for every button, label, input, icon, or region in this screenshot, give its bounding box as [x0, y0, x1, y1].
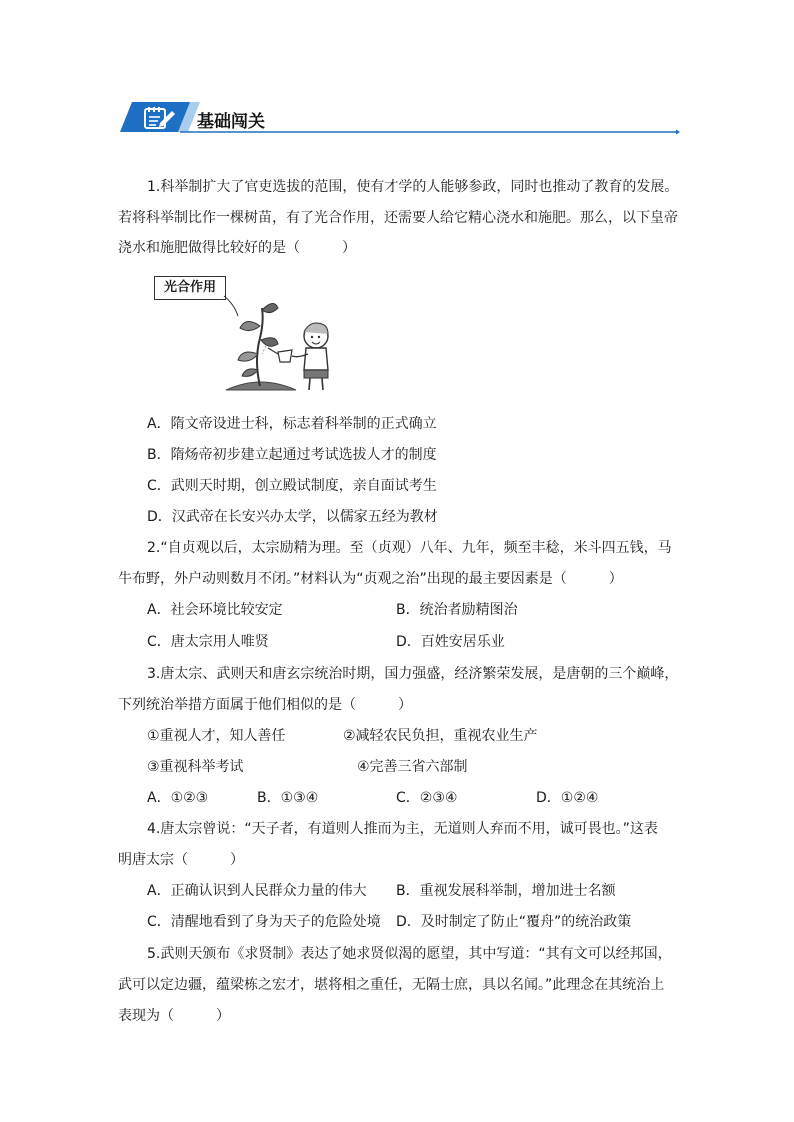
q2-option-d: D．百姓安居乐业 — [396, 634, 505, 650]
q1-line-2: 若将科举制比作一棵树苗，有了光合作用，还需要人给它精心浇水和施肥。那么，以下皇帝 — [118, 210, 678, 226]
section-title: 基础闯关 — [197, 112, 265, 132]
figure-label: 光合作用 — [163, 280, 216, 295]
q3-option-c: C．②③④ — [396, 790, 458, 806]
q3-line-2: 下列统治举措方面属于他们相似的是（ ） — [118, 697, 412, 713]
q2-line-2: 牛布野，外户动则数月不闭。”材料认为“贞观之治”出现的最主要因素是（ ） — [118, 571, 623, 587]
q3-option-d: D．①②④ — [536, 790, 599, 806]
sapling-watering-illustration — [150, 274, 350, 399]
q2-option-b: B．统治者励精图治 — [396, 602, 518, 618]
q1-line-3: 浇水和施肥做得比较好的是（ ） — [118, 240, 356, 256]
sapling-child-drawing — [150, 274, 350, 399]
q4-option-a: A．正确认识到人民群众力量的伟大 — [147, 883, 367, 899]
q4-line-2: 明唐太宗（ ） — [118, 852, 244, 868]
q1-line-1: 1.科举制扩大了官吏选拔的范围，使有才学的人能够参政，同时也推动了教育的发展。 — [147, 179, 679, 195]
q2-line-1: 2.“自贞观以后，太宗励精为理。至（贞观）八年、九年，频至丰稔，米斗四五钱，马 — [147, 540, 672, 556]
q5-line-2: 武可以定边疆，蕴梁栋之宏才，堪将相之重任，无隔士庶，具以名闻。”此理念在其统治上 — [118, 977, 665, 993]
q4-option-b: B．重视发展科举制，增加进士名额 — [396, 883, 616, 899]
q3-statement-2: ②减轻农民负担，重视农业生产 — [343, 728, 538, 744]
q3-statement-1: ①重视人才，知人善任 — [147, 728, 286, 744]
q1-option-c: C．武则天时期，创立殿试制度，亲自面试考生 — [147, 478, 437, 494]
notepad-pen-icon — [142, 105, 176, 131]
q5-line-1: 5.武则天颁布《求贤制》表达了她求贤似渴的愿望，其中写道：“其有文可以经邦国， — [147, 946, 672, 962]
q2-option-c: C．唐太宗用人唯贤 — [147, 634, 269, 650]
q2-option-a: A．社会环境比较安定 — [147, 602, 283, 618]
q1-option-a: A．隋文帝设进士科，标志着科举制的正式确立 — [147, 416, 437, 432]
q4-option-c: C．清醒地看到了身为天子的危险处境 — [147, 914, 381, 930]
q1-option-d: D．汉武帝在长安兴办太学，以儒家五经为教材 — [147, 509, 438, 525]
q3-option-b: B．①③④ — [257, 790, 319, 806]
q4-option-d: D．及时制定了防止“覆舟”的统治政策 — [396, 914, 632, 930]
q5-line-3: 表现为（ ） — [118, 1008, 230, 1024]
q1-option-b: B．隋炀帝初步建立起通过考试选拔人才的制度 — [147, 447, 437, 463]
q3-option-a: A．①②③ — [147, 790, 209, 806]
section-header — [120, 100, 680, 136]
q3-line-1: 3.唐太宗、武则天和唐玄宗统治时期，国力强盛，经济繁荣发展，是唐朝的三个巅峰， — [147, 666, 679, 682]
q3-statement-4: ④完善三省六部制 — [357, 759, 468, 775]
q4-line-1: 4.唐太宗曾说：“天子者，有道则人推而为主，无道则人弃而不用，诚可畏也。”这表 — [147, 821, 658, 837]
q3-statement-3: ③重视科举考试 — [147, 759, 244, 775]
